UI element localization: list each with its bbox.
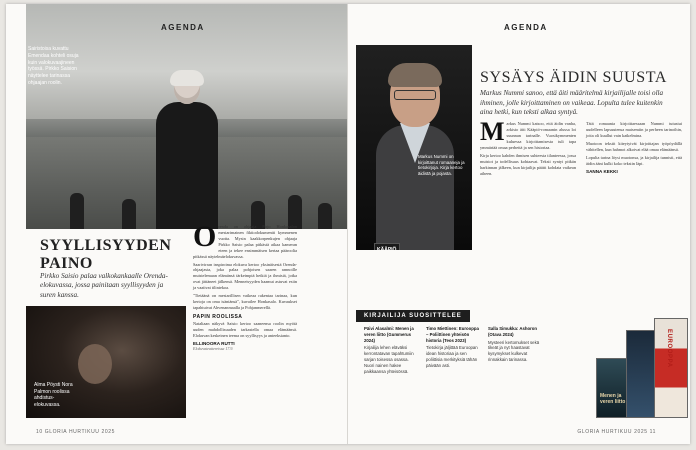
cover-title: Menen ja veren liitto <box>600 393 626 405</box>
section-label: AGENDA <box>504 23 548 32</box>
article-deck: Pirkko Saisio palaa valkokankaalle Orenda-elokuvassa, jossa painitaan syyllisyyden ja suren kanssa. <box>40 272 168 299</box>
paragraph: "Tietäänä on mestarillisen vaikeaa rakentaa tarinaa, kun kertoja on oma isäntänsä", kuvailee Honkasalo. Kuvaukset tapahtuivat Ahvenanmaalla ja Pohjanmerellä. <box>193 293 297 310</box>
paragraph: Tätä romaania kirjoittaessaan Nummi tutustui uudelleen lapsuutensa maisemiin ja perheen tarinoihin, joita oli kuullut vain katkelmina. <box>586 121 682 139</box>
recommendation-list <box>364 326 604 374</box>
footnote: Elokuvateattereissa 17.9. <box>193 345 234 351</box>
author-signature: SANNA KEKKI <box>586 169 618 175</box>
article-deck: Markus Nummi sanoo, että äiti määritelmä kirjailijalle toisi olla ihminen, jolle kirjoittaminen on vaikeaa. Lopulta tulee kuitenkin aina hetki, kun teksti alkaa syntyä. <box>480 89 664 117</box>
folio-right: GLORIA HURTIKUU 2025 11 <box>577 429 656 435</box>
article-body <box>193 220 297 351</box>
drop-cap: O <box>193 220 217 253</box>
recommendation-item <box>364 326 418 374</box>
recommendation-item <box>488 326 542 374</box>
actress-figure <box>156 74 218 229</box>
recommendation-title: Timo Miettinen: Eurooppa – Poliittinen yhteisön historia (Teos 2023) <box>426 326 479 343</box>
book-title: KÄÄPIÖ <box>377 247 397 250</box>
recommendation-text: Kirjailija lehen eläväksi kerrontatavan tapahtumiin sarjan toisessa osassa. Nuori nainen hakee paikkaansa yhteisössä. <box>364 345 414 374</box>
right-page <box>348 4 690 444</box>
figure-silhouette <box>122 199 136 229</box>
recommendation-item <box>426 326 480 374</box>
photo-caption: Sairistoisa kuvattu Emendaa kohteli osuja kuin valokuvaajineen työssä. Pirkko Saision näyttelee tarinassa ohjaajan roolin. <box>28 46 79 86</box>
book-cover <box>626 330 656 418</box>
paragraph: Muotoon tekstit kiteytyivät kirjoittajan työpöydällä vähitellen, kun hahmot alkoivat elää omaa elämäänsä. <box>586 141 682 153</box>
paragraph: Lopulta tarina löysi muotonsa, ja kirjailija tunnisti, että äidin ääni kulki koko tekstin läpi. <box>586 155 682 167</box>
figure-silhouette <box>318 203 332 229</box>
photo-caption-2: Alma Pöysti Nora Palmon roolissa ahdistus-elokuvassa. <box>34 382 73 408</box>
recommendation-title: Salla Simukka: Ashoron (Otava 2024) <box>488 326 538 337</box>
subheading: PAPIN ROOLISSA <box>193 313 243 320</box>
sidebar-title: KIRJAILIJA SUOSITTELEE <box>356 310 470 322</box>
section-label: AGENDA <box>161 23 205 32</box>
author-photo <box>356 45 472 250</box>
book-covers <box>596 314 688 418</box>
photo-caption: Markus Nummi on kirjoittanut romaaneja ja tietokirjoja. Kirja kertoo äidistä ja pojasta. <box>418 154 465 177</box>
article-headline: SYYLLISYYDEN PAINO <box>40 237 172 272</box>
seashore-photo <box>26 4 348 229</box>
article-body <box>480 117 682 177</box>
drop-cap: M <box>480 117 505 146</box>
magazine-spread <box>6 4 690 444</box>
recommendations-box <box>356 304 686 432</box>
cover-title: EUROOPPA <box>666 329 672 368</box>
recommendation-title: Päivi Alasalmi: Menen ja veren liitto (Gummerus 2024) <box>364 326 414 343</box>
paragraph: renda on ohjaaja Pirjo Honkasalon mestarimainen fiktiodokumentti kymmenen vuotta. Mysin kaakkorpenkujen ohjaaja Pirkko Saisio palaa pitkästä aikaa kameran eteen ja tekee ensimmäisen kertaa pääroolia pitkässä näytelmäelokuvassa. <box>193 224 297 259</box>
left-page <box>6 4 348 444</box>
author-signature: ELLINOORA RUTTI <box>193 340 235 346</box>
figure-silhouette <box>70 193 84 229</box>
recommendation-text: Mysteeri kertomukset sekä tikeät ja nyt haastavat kysymykset kulkevat rinnakkain tarinassa. <box>488 339 540 362</box>
paragraph: Kirja kertoo kahden ihmisen suhteesta tilanteessa, jossa muistot ja todellisuus kohtaavat. Teksti syntyi pitkän harkinnan jälkeen, kun kirjailija päätti kohdata vaikean aiheen. <box>480 153 576 177</box>
paragraph: arkus Nummi katsoo, että äidin vanha, arkisto äiti Kääpiö-romaanin alussa loi suunnan tarinalle. Vuosikymmenten kuluessa kirjoittamisesta tuli tapa ymmärtää omaa perhettä ja sen historiaa. <box>480 121 576 151</box>
folio-left: 10 GLORIA HURTIKUU 2025 <box>36 429 116 435</box>
book-cover <box>654 318 688 418</box>
paragraph: Saarivirran inspiroima elokuva kertoo yksinäisestä Orenda-ohjaajasta, joka palaa pohjoisen saaren rannoille muistelemaan elämänsä tärkeimpiä hetkiä ja ihmisiä, jotka ovat jättäneet jälkensä. Menneisyyden haamut astuvat esiin ja vaativat tilintekoa. <box>193 261 297 291</box>
book-cover <box>374 243 400 250</box>
article-headline: SYSÄYS ÄIDIN SUUSTA <box>480 69 668 86</box>
paragraph: Nataliaan näkyvä Saisio kertoo saaneensa roolin myötä uuden mahdollisuuden tarkastella omaa elämäänsä. Elokuvan keskeinen teema on syyllisyys ja anteeksianto. <box>193 320 297 338</box>
recommendation-text: Tietokirja jäljittää Euroopan idean historiaa ja sen poliittisia merkityksiä tähän päivään asti. <box>426 345 478 368</box>
